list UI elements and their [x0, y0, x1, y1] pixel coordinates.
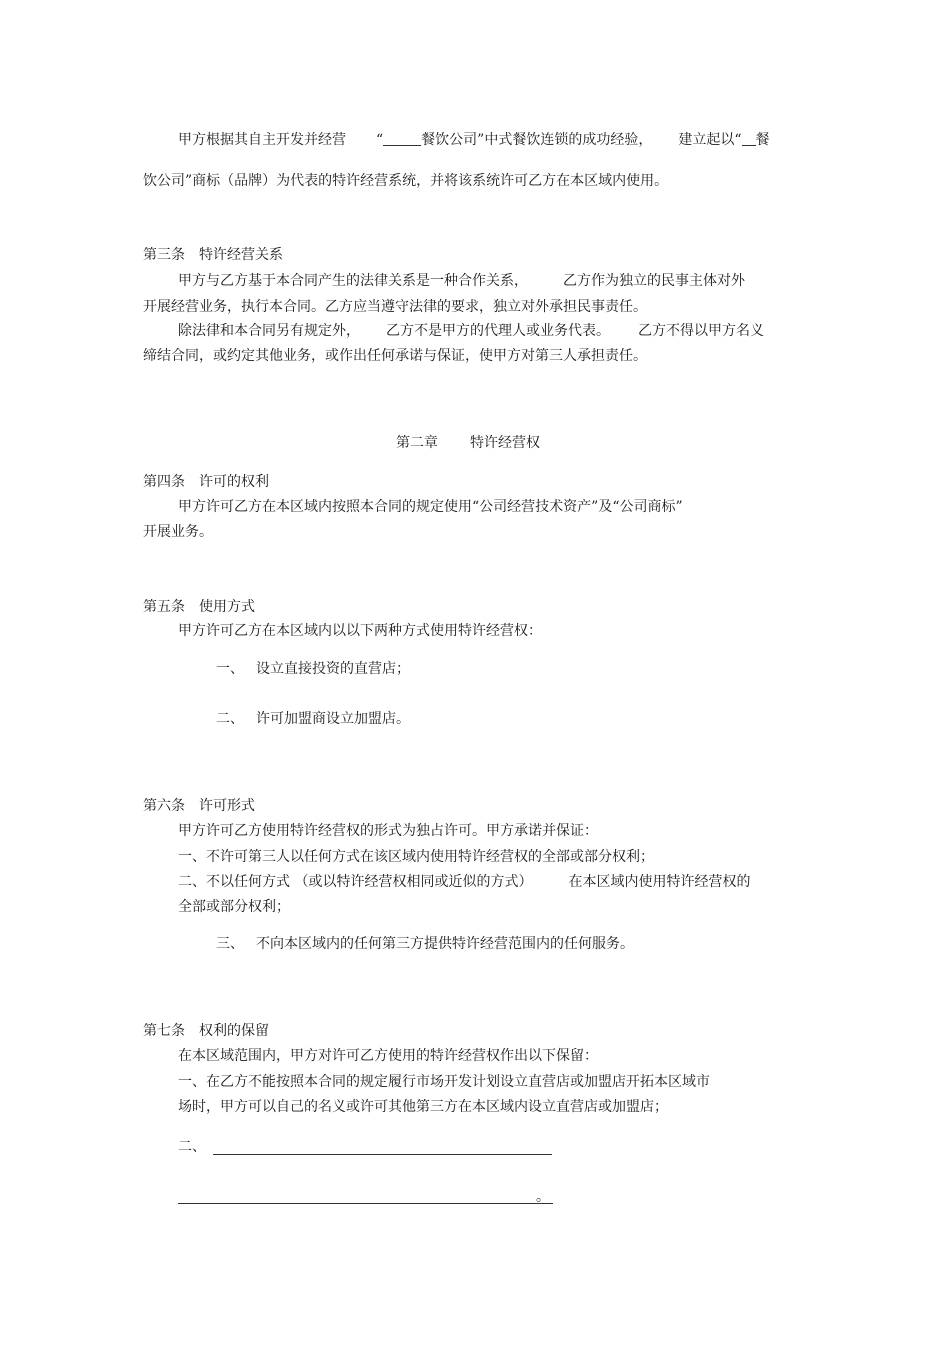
paragraph-text: 乙方不得以甲方名义 [638, 323, 764, 339]
article-7-item-1: 一、在乙方不能按照本合同的规定履行市场开发计划设立直营店或加盟店开拓本区域市 [178, 1074, 710, 1090]
article-5-item-2 [216, 710, 410, 728]
blank-field-brand [742, 131, 756, 146]
chapter-number: 第二章 [396, 435, 438, 451]
list-number: 一、 [216, 661, 244, 677]
article-6-para-1: 甲方许可乙方使用特许经营权的形式为独占许可。甲方承诺并保证： [178, 823, 598, 839]
article-4-para-1-cont: 开展业务。 [143, 524, 213, 540]
article-5-heading: 第五条 使用方式 [143, 599, 255, 615]
article-7-item-1-cont: 场时，甲方可以自己的名义或许可其他第三方在本区域内设立直营店或加盟店； [178, 1099, 668, 1115]
article-3-para-2 [178, 322, 764, 340]
list-item-text: 二、不以任何方式 （或以特许经营权相同或近似的方式） [178, 874, 533, 890]
intro-quote-open: “ [376, 132, 384, 148]
blank-line-item-2-cont [178, 1203, 553, 1204]
intro-line-2: 饮公司”商标（品牌）为代表的特许经营系统，并将该系统许可乙方在本区域内使用。 [143, 173, 669, 189]
paragraph-text: 除法律和本合同另有规定外， [178, 323, 360, 339]
article-6-item-2-cont: 全部或部分权利； [178, 899, 290, 915]
article-3-heading: 第三条 特许经营关系 [143, 247, 283, 263]
intro-text: 餐饮公司”中式餐饮连锁的成功经验， [421, 132, 653, 148]
article-7-para-1: 在本区域范围内，甲方对许可乙方使用的特许经营权作出以下保留： [178, 1048, 598, 1064]
list-number: 二、 [216, 711, 244, 727]
list-number: 三、 [216, 936, 244, 952]
end-period: 。 [536, 1189, 550, 1205]
intro-text: 餐 [755, 132, 770, 148]
article-3-para-2-cont: 缔结合同，或约定其他业务，或作出任何承诺与保证，使甲方对第三人承担责任。 [143, 348, 647, 364]
list-item-text: 在本区域内使用特许经营权的 [568, 874, 751, 890]
article-3-para-1 [178, 272, 745, 290]
article-4-para-1: 甲方许可乙方在本区域内按照本合同的规定使用“公司经营技术资产”及“公司商标” [178, 499, 683, 515]
chapter-2-heading [396, 434, 540, 452]
blank-field-company [383, 131, 421, 146]
article-7-item-2-number: 二、 [178, 1139, 206, 1155]
chapter-title: 特许经营权 [470, 435, 540, 451]
intro-text: 甲方根据其自主开发并经营 [178, 132, 346, 148]
list-item-text: 不向本区域内的任何第三方提供特许经营范围内的任何服务。 [256, 936, 634, 952]
intro-text: 建立起以“ [678, 132, 742, 148]
paragraph-text: 乙方不是甲方的代理人或业务代表。 [386, 323, 610, 339]
paragraph-text: 乙方作为独立的民事主体对外 [563, 273, 745, 289]
intro-line-1 [178, 131, 770, 149]
article-6-item-1: 一、不许可第三人以任何方式在该区域内使用特许经营权的全部或部分权利； [178, 849, 654, 865]
article-5-item-1 [216, 660, 410, 678]
article-6-heading: 第六条 许可形式 [143, 798, 255, 814]
article-4-heading: 第四条 许可的权利 [143, 474, 269, 490]
article-6-item-2 [178, 873, 750, 891]
article-6-item-3 [216, 935, 634, 953]
article-3-para-1-cont: 开展经营业务，执行本合同。乙方应当遵守法律的要求，独立对外承担民事责任。 [143, 299, 647, 315]
list-item-text: 设立直接投资的直营店； [256, 661, 410, 677]
paragraph-text: 甲方与乙方基于本合同产生的法律关系是一种合作关系， [178, 273, 528, 289]
blank-line-item-2 [213, 1154, 552, 1155]
list-item-text: 许可加盟商设立加盟店。 [256, 711, 410, 727]
article-5-para-1: 甲方许可乙方在本区域内以以下两种方式使用特许经营权： [178, 623, 542, 639]
article-7-heading: 第七条 权利的保留 [143, 1023, 269, 1039]
